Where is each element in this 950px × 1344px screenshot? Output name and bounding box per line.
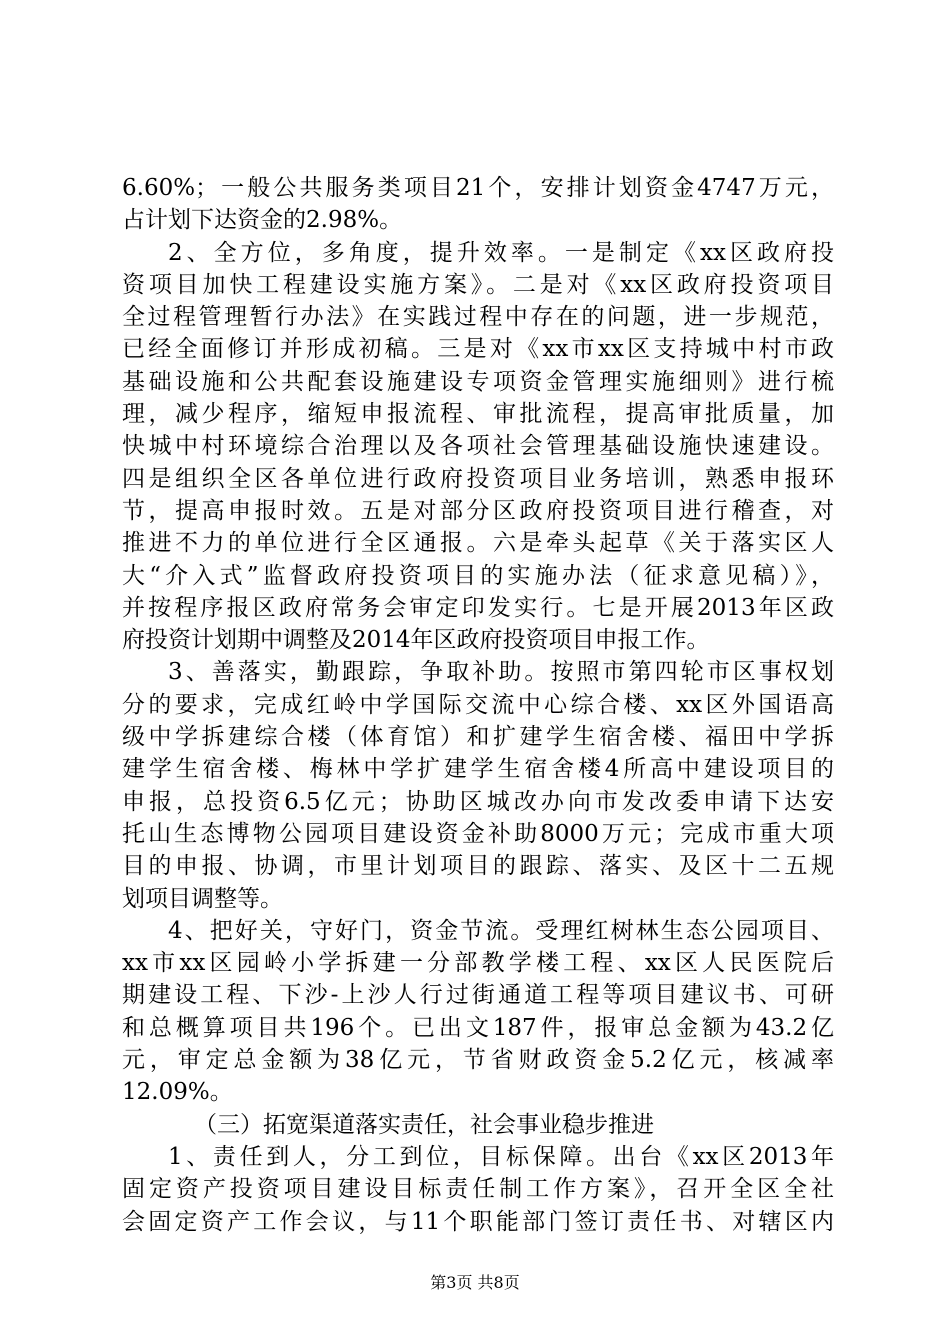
text-line: 资项目加快工程建设实施方案》。二是对《xx区政府投资项目 bbox=[122, 271, 834, 298]
text-line: xx市xx区园岭小学拆建一分部教学楼工程、xx区人民医院后 bbox=[122, 950, 834, 977]
text-line: 节，提高申报时效。五是对部分区政府投资项目进行稽查，对 bbox=[122, 497, 834, 524]
text-line: 目的申报、协调，市里计划项目的跟踪、落实、及区十二五规 bbox=[122, 853, 834, 880]
text-line: 申报，总投资6.5亿元；协助区城改办向市发改委申请下达安 bbox=[122, 788, 834, 815]
text-line: 占计划下达资金的2.98%。 bbox=[122, 207, 403, 234]
text-line: 划项目调整等。 bbox=[122, 885, 283, 912]
text-line: 全过程管理暂行办法》在实践过程中存在的问题，进一步规范， bbox=[122, 304, 834, 331]
text-line: 府投资计划期中调整及2014年区政府投资项目申报工作。 bbox=[122, 627, 710, 654]
text-line: 快城中村环境综合治理以及各项社会管理基础设施快速建设。 bbox=[122, 433, 834, 460]
text-line: 推进不力的单位进行全区通报。六是牵头起草《关于落实区人 bbox=[122, 530, 834, 557]
page-footer: 第3页 共8页 bbox=[430, 1273, 520, 1292]
text-line: 期建设工程、下沙-上沙人行过街通道工程等项目建议书、可研 bbox=[122, 982, 834, 1009]
text-line: 基础设施和公共配套设施建设专项资金管理实施细则》进行梳 bbox=[122, 368, 834, 395]
text-line: 元，审定总金额为38亿元，节省财政资金5.2亿元，核减率 bbox=[122, 1047, 834, 1074]
text-line: 建学生宿舍楼、梅林中学扩建学生宿舍楼4所高中建设项目的 bbox=[122, 756, 834, 783]
text-line: 12.09%。 bbox=[122, 1079, 233, 1106]
text-line: 会固定资产工作会议，与11个职能部门签订责任书、对辖区内 bbox=[122, 1208, 834, 1235]
text-line: 1、责任到人，分工到位，目标保障。出台《xx区2013年 bbox=[168, 1143, 834, 1170]
text-line: 分的要求，完成红岭中学国际交流中心综合楼、xx区外国语高 bbox=[122, 691, 834, 718]
document-body bbox=[122, 172, 834, 1238]
text-line: 级中学拆建综合楼（体育馆）和扩建学生宿舍楼、福田中学拆 bbox=[122, 724, 834, 751]
text-line: 6.60%；一般公共服务类项目21个，安排计划资金4747万元， bbox=[122, 175, 834, 201]
text-line: 理，减少程序，缩短申报流程、审批流程，提高审批质量，加 bbox=[122, 401, 834, 428]
text-line: 托山生态博物公园项目建设资金补助8000万元；完成市重大项 bbox=[122, 820, 834, 847]
text-line: 并按程序报区政府常务会审定印发实行。七是开展2013年区政 bbox=[122, 594, 834, 621]
text-line: 3、善落实，勤跟踪，争取补助。按照市第四轮市区事权划 bbox=[168, 659, 834, 686]
text-line: 和总概算项目共196个。已出文187件，报审总金额为43.2亿 bbox=[122, 1014, 834, 1041]
text-line: 已经全面修订并形成初稿。三是对《xx市xx区支持城中村市政 bbox=[122, 336, 834, 363]
text-line: （三）拓宽渠道落实责任，社会事业稳步推进 bbox=[194, 1111, 654, 1138]
text-line: 大“介入式”监督政府投资项目的实施办法（征求意见稿）》， bbox=[122, 562, 834, 589]
text-line: 四是组织全区各单位进行政府投资项目业务培训，熟悉申报环 bbox=[122, 465, 834, 492]
text-line: 4、把好关，守好门，资金节流。受理红树林生态公园项目、 bbox=[168, 917, 834, 944]
text-line: 固定资产投资项目建设目标责任制工作方案》，召开全区全社 bbox=[122, 1176, 834, 1203]
text-line: 2、全方位，多角度，提升效率。一是制定《xx区政府投 bbox=[168, 239, 834, 266]
